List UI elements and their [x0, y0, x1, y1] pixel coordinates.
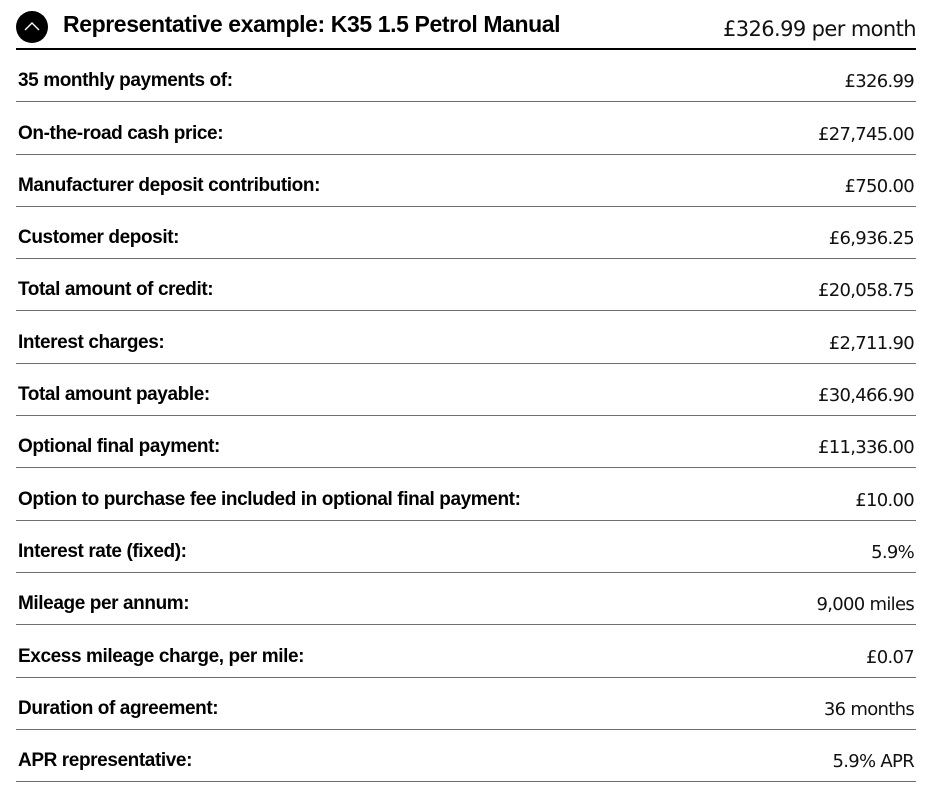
detail-label: APR representative:: [18, 750, 193, 772]
detail-value: £6,936.25: [828, 228, 914, 250]
detail-row-excess-mileage: [16, 625, 916, 677]
detail-value: £30,466.90: [817, 385, 914, 407]
detail-row-total-payable: [16, 364, 916, 416]
finance-details-list: [16, 50, 916, 782]
detail-label: On-the-road cash price:: [18, 122, 224, 144]
detail-value: £750.00: [844, 175, 914, 197]
panel-title: Representative example: K35 1.5 Petrol Manual: [63, 11, 561, 37]
detail-row-final-payment: [16, 416, 916, 468]
detail-label: Interest rate (fixed):: [18, 540, 187, 562]
detail-value: £20,058.75: [817, 280, 914, 302]
detail-row-manufacturer-deposit: [16, 155, 916, 207]
detail-value: £10.00: [855, 489, 914, 511]
detail-value: £27,745.00: [817, 123, 914, 145]
detail-label: Mileage per annum:: [18, 593, 190, 615]
finance-example-panel: [16, 0, 916, 782]
detail-value: £2,711.90: [828, 332, 914, 354]
detail-row-mileage: [16, 573, 916, 625]
detail-row-cash-price: [16, 102, 916, 154]
detail-row-duration: [16, 678, 916, 730]
detail-value: £326.99: [844, 71, 914, 93]
detail-value: 5.9%: [871, 541, 914, 563]
detail-label: Total amount payable:: [18, 384, 210, 406]
detail-row-monthly-payments: [16, 50, 916, 102]
detail-label: Manufacturer deposit contribution:: [18, 174, 321, 196]
detail-value: £11,336.00: [817, 437, 914, 459]
detail-label: 35 monthly payments of:: [18, 70, 233, 92]
detail-label: Customer deposit:: [18, 227, 180, 249]
detail-value: £0.07: [865, 646, 914, 668]
detail-value: 36 months: [823, 698, 914, 720]
monthly-summary: £326.99 per month: [722, 17, 916, 41]
panel-header[interactable]: [16, 0, 916, 50]
detail-label: Duration of agreement:: [18, 697, 219, 719]
detail-row-purchase-fee: [16, 468, 916, 520]
detail-label: Total amount of credit:: [18, 279, 214, 301]
detail-row-apr: [16, 730, 916, 782]
detail-row-interest-charges: [16, 311, 916, 363]
chevron-up-icon: [23, 19, 41, 33]
detail-row-customer-deposit: [16, 207, 916, 259]
detail-value: 5.9% APR: [832, 751, 914, 773]
detail-label: Optional final payment:: [18, 436, 220, 458]
collapse-toggle-button[interactable]: [16, 11, 48, 43]
detail-row-total-credit: [16, 259, 916, 311]
detail-value: 9,000 miles: [816, 594, 914, 616]
detail-row-interest-rate: [16, 521, 916, 573]
detail-label: Excess mileage charge, per mile:: [18, 645, 305, 667]
detail-label: Option to purchase fee included in optional final payment:: [18, 488, 521, 510]
detail-label: Interest charges:: [18, 331, 165, 353]
